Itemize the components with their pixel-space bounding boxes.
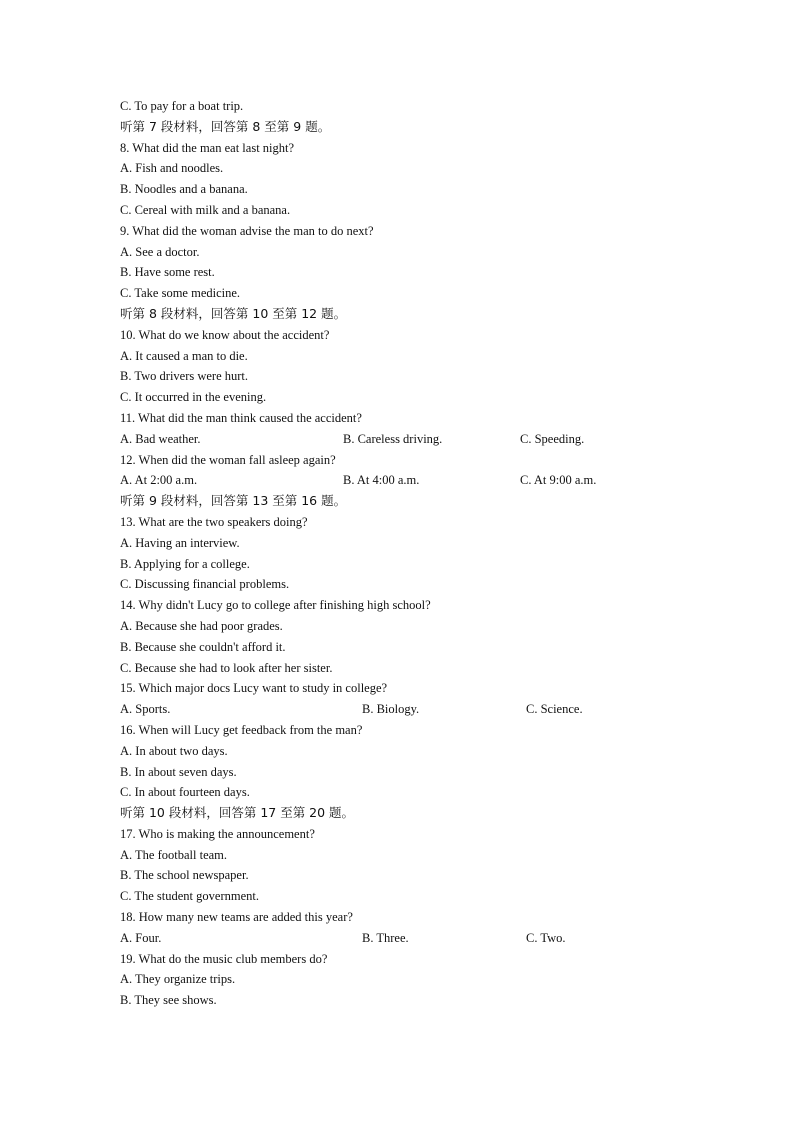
answer-option: B. They see shows.: [120, 993, 217, 1008]
answer-option: C. Discussing financial problems.: [120, 577, 290, 592]
answer-option: C. At 9:00 a.m.: [520, 473, 597, 488]
answer-option: A. In about two days.: [120, 743, 228, 758]
answer-option: C. To pay for a boat trip.: [120, 99, 244, 113]
answer-option: C. The student government.: [120, 889, 259, 904]
question-text: 15. Which major docs Lucy want to study in college?: [120, 681, 388, 696]
answer-option: A. Four.: [120, 930, 162, 945]
answer-option: B. In about seven days.: [120, 764, 237, 779]
answer-option: A. They organize trips.: [120, 972, 236, 987]
answer-option: B. Two drivers were hurt.: [120, 369, 249, 384]
question-text: 9. What did the woman advise the man to do next?: [120, 223, 374, 238]
answer-option: B. Applying for a college.: [120, 556, 250, 571]
answer-option: B. The school newspaper.: [120, 868, 249, 883]
answer-option: A. Because she had poor grades.: [120, 618, 283, 633]
question-text: 13. What are the two speakers doing?: [120, 514, 308, 529]
answer-option: B. Noodles and a banana.: [120, 182, 248, 197]
option-row: [120, 429, 680, 450]
listening-section: [120, 96, 680, 1011]
section-heading: 听第 7 段材料，回答第 8 至第 9 题。: [120, 118, 331, 134]
answer-option: C. Cereal with milk and a banana.: [120, 202, 291, 217]
question-text: 14. Why didn't Lucy go to college after finishing high school?: [120, 598, 431, 613]
answer-option: C. Science.: [526, 702, 583, 717]
option-row: [120, 699, 680, 720]
answer-option: B. Because she couldn't afford it.: [120, 639, 286, 654]
answer-option: A. The football team.: [120, 847, 228, 862]
answer-option: A. At 2:00 a.m.: [120, 473, 198, 488]
question-text: 17. Who is making the announcement?: [120, 826, 315, 841]
option-row: [120, 928, 680, 949]
answer-option: C. Because she had to look after her sister.: [120, 660, 333, 675]
answer-option: C. Speeding.: [520, 431, 585, 446]
question-text: 18. How many new teams are added this year?: [120, 910, 353, 925]
section-heading: 听第 9 段材料，回答第 13 至第 16 题。: [120, 493, 347, 509]
answer-option: B. Have some rest.: [120, 265, 215, 280]
answer-option: B. Biology.: [362, 702, 420, 717]
answer-option: C. In about fourteen days.: [120, 785, 250, 800]
section-heading: 听第 10 段材料，回答第 17 至第 20 题。: [120, 805, 355, 821]
answer-option: C. Take some medicine.: [120, 286, 241, 301]
question-text: 12. When did the woman fall asleep again?: [120, 452, 336, 467]
section-heading: 听第 8 段材料，回答第 10 至第 12 题。: [120, 305, 347, 321]
answer-option: A. It caused a man to die.: [120, 348, 248, 363]
answer-option: A. Fish and noodles.: [120, 161, 224, 176]
answer-option: B. Three.: [362, 930, 409, 945]
answer-option: C. It occurred in the evening.: [120, 390, 267, 405]
answer-option: C. Two.: [526, 930, 566, 945]
answer-option: A. Having an interview.: [120, 535, 240, 550]
option-row: [120, 470, 680, 491]
question-text: 8. What did the man eat last night?: [120, 140, 295, 155]
answer-option: B. At 4:00 a.m.: [343, 473, 420, 488]
answer-option: A. Sports.: [120, 702, 171, 717]
question-text: 10. What do we know about the accident?: [120, 327, 330, 342]
answer-option: B. Careless driving.: [343, 431, 443, 446]
answer-option: A. Bad weather.: [120, 431, 201, 446]
question-text: 19. What do the music club members do?: [120, 951, 328, 966]
question-text: 11. What did the man think caused the accident?: [120, 410, 362, 425]
answer-option: A. See a doctor.: [120, 244, 200, 259]
question-text: 16. When will Lucy get feedback from the man?: [120, 722, 363, 737]
